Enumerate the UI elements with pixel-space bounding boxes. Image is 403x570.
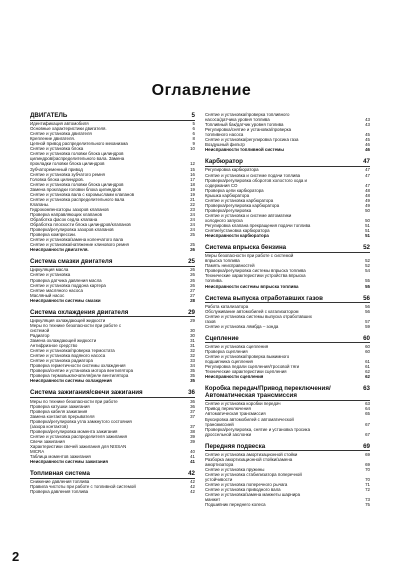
entry-page-number: 16	[190, 171, 195, 177]
entry-page-number: 62	[365, 374, 370, 380]
entry-title: Проверка/регулировка угла замкнутого состояния	[30, 418, 132, 424]
entry-page-number: 57	[365, 318, 370, 324]
entry-title: Работа катализатора	[205, 303, 249, 309]
entry-title: Буксировка автомобилей с автоматической	[205, 416, 294, 422]
entry-page-number: 30	[190, 332, 195, 338]
entry-title: Снятие и установка зубчатого ремня	[30, 171, 105, 177]
entry-title: трансмиссией	[205, 421, 234, 427]
toc-section-heading	[30, 470, 195, 479]
entry-page-number: 35	[190, 378, 195, 384]
entry-title: подшипника сцепления	[205, 359, 253, 365]
entry-page-number: 25	[190, 242, 195, 248]
entry-title: Снятие и установка стабилизатора поперечной	[205, 472, 302, 477]
section-title: Система впрыска бензина	[205, 244, 287, 252]
entry-title: Проверка термовыключателя/реле вентилятора	[30, 373, 129, 379]
entry-title: Снятие и установка/замена манжеты шарнира	[205, 492, 301, 498]
toc-entry	[30, 247, 195, 252]
entry-page-number: 32	[190, 348, 195, 354]
entry-page-number: 24	[190, 222, 195, 228]
entry-title: Обработка плоскости блока цилиндров/клапанов	[30, 222, 131, 228]
entry-page-number: 52	[365, 263, 370, 269]
entry-title: дроссельной заслонки	[205, 431, 252, 437]
entry-title: Снятие и установка пружины	[205, 466, 265, 472]
entry-page-number: 31	[190, 338, 195, 344]
entry-title: Проверка/регулировка оборотов холостого хода и	[205, 177, 307, 183]
entry-page-number: 69	[365, 451, 370, 457]
entry-title: Снятие и установка/замена коленчатого вала	[30, 237, 124, 243]
entry-title: Проверка/регулировка зазоров клапанов	[30, 227, 114, 233]
entry-page-number: 43	[365, 117, 370, 123]
section-title: ДВИГАТЕЛЬ	[30, 112, 68, 119]
entry-page-number: 51	[365, 228, 370, 234]
entry-title: Снятие и установка карбюратора	[205, 197, 274, 203]
entry-title: Снятие и установка/проверка топливного	[205, 112, 290, 117]
entry-title: Проверка катушки зажигания	[30, 403, 90, 409]
entry-page-number: 5	[192, 121, 195, 127]
entry-title: содержания СО	[205, 182, 238, 188]
entry-title: Снятие и установка блока	[30, 146, 84, 152]
entry-page-number: 48	[365, 187, 370, 193]
entry-title: топлива.	[205, 278, 223, 284]
entry-page-number: 42	[190, 479, 195, 485]
entry-page-number: 17	[190, 176, 195, 182]
entry-title: Воздушный фильтр	[205, 142, 245, 148]
toc-entry	[205, 432, 370, 437]
entry-title: (зазора контактов)	[30, 423, 68, 429]
entry-page-number: 51	[365, 233, 370, 239]
toc-section	[30, 470, 195, 494]
entry-title: Неисправности системы зажигания	[30, 459, 108, 465]
entry-page-number: 63	[365, 401, 370, 407]
toc-section-heading	[30, 389, 195, 398]
entry-page-number: 6	[192, 126, 195, 132]
entry-title: Неисправности системы впрыска топлива	[205, 283, 299, 289]
entry-page-number: 41	[190, 459, 195, 465]
entry-title: Головка блока цилиндров.	[30, 176, 84, 182]
entry-title: Циркуляция масла	[30, 267, 69, 273]
entry-title: Снятие и установка поддона картера	[30, 282, 106, 288]
entry-page-number: 24	[190, 216, 195, 222]
section-title: Система зажигания/свечи зажигания	[30, 389, 143, 397]
entry-page-number: 6	[192, 131, 195, 137]
entry-page-number: 52	[365, 258, 370, 264]
entry-title: Неисправности системы смазки	[30, 297, 101, 303]
entry-page-number: 55	[365, 283, 370, 289]
toc-section	[205, 335, 370, 379]
entry-title: Масляный насос	[30, 292, 65, 298]
entry-title: MICRA	[30, 449, 45, 454]
entry-title: Снятие и установка	[30, 272, 71, 278]
section-page-number: 60	[363, 334, 370, 342]
entry-title: Снятие и установка головки блока цилиндров	[30, 181, 124, 187]
entry-title: Проверка/регулировка момента зажигания	[30, 428, 118, 434]
entry-page-number: 26	[190, 267, 195, 273]
entry-page-number: 42	[190, 489, 195, 495]
entry-title: Снятие и установка амортизационной стойки	[205, 451, 298, 457]
entry-page-number: 47	[365, 172, 370, 178]
entry-title: прокладки головки блока цилиндров	[30, 161, 105, 167]
entry-page-number: 67	[365, 431, 370, 437]
toc-section-heading	[205, 244, 370, 253]
entry-title: Снятие и установка и системе автоматики	[205, 212, 292, 218]
entry-title: Снятие и установка сцепления	[205, 343, 269, 349]
toc-section-heading	[30, 258, 195, 267]
entry-title: Проверка давления топлива	[30, 489, 89, 495]
entry-page-number: 67	[365, 421, 370, 427]
toc-section-heading	[205, 295, 370, 304]
entry-page-number: 37	[190, 423, 195, 429]
entry-title: Подшипник переднего колеса	[205, 502, 266, 508]
entry-page-number: 65	[365, 411, 370, 417]
entry-title: Таблица моментов зажигания	[30, 454, 91, 460]
entry-title: Снятие и установка/проверка термостата	[30, 348, 115, 354]
entry-page-number: 75	[365, 502, 370, 508]
entry-page-number: 28	[190, 297, 195, 303]
section-page-number: 63	[363, 385, 370, 393]
entry-title: Снятие и установка приводного вала	[205, 487, 281, 493]
section-title: Карбюратор	[205, 158, 243, 166]
entry-page-number: 60	[365, 343, 370, 349]
entry-title: Технические характеристики устройства впрыска	[205, 273, 306, 279]
toc-entry	[30, 298, 195, 303]
toc-section	[30, 389, 195, 464]
section-page-number: 42	[188, 470, 195, 478]
entry-title: Правила чистоты при работе с топливной системой	[30, 484, 136, 490]
entry-page-number: 23	[190, 206, 195, 212]
entry-title: Технические характеристики сцепления	[205, 369, 287, 375]
entry-page-number: 62	[365, 369, 370, 375]
entry-title: Проверка направляющих клапанов	[30, 211, 102, 217]
toc-section-heading	[30, 112, 195, 121]
toc-section	[30, 112, 195, 252]
entry-title: топливного насоса	[205, 132, 244, 138]
entry-title: Снятие и установка радиатора	[30, 358, 93, 364]
entry-title: Разборка амортизационной стойки/замена	[205, 456, 293, 462]
entry-page-number: 51	[365, 222, 370, 228]
entry-page-number: 36	[190, 398, 195, 404]
entry-page-number: 45	[365, 132, 370, 138]
entry-title: Снятие и установка двигателя	[30, 131, 92, 137]
entry-title: Снятие и установка распределительного вала	[30, 196, 125, 202]
entry-title: впрыска топлива	[205, 258, 240, 264]
entry-title: Память неисправностей	[205, 263, 255, 269]
entry-title: Проверка цепи карбюратора	[205, 187, 264, 193]
toc-section	[205, 244, 370, 288]
section-page-number: 36	[188, 389, 195, 397]
entry-page-number: 19	[190, 191, 195, 197]
entry-title: Снятие и установка водяного насоса	[30, 353, 106, 359]
toc-section	[205, 443, 370, 508]
entry-title: газов	[205, 318, 216, 324]
entry-title: Радиатор	[30, 332, 50, 338]
entry-title: Проверка сцепления	[205, 349, 248, 355]
section-page-number: 25	[188, 258, 195, 266]
entry-title: Снятие и установка/проверка выжимного	[205, 354, 290, 360]
entry-page-number: 49	[365, 197, 370, 203]
entry-page-number: 72	[365, 487, 370, 493]
entry-page-number: 49	[365, 202, 370, 208]
toc-section-heading	[205, 158, 370, 167]
entry-page-number: 33	[190, 358, 195, 364]
toc-section	[205, 158, 370, 238]
entry-page-number: 54	[365, 268, 370, 274]
section-title: Передняя подвеска	[205, 442, 266, 450]
entry-title: Проверка/регулировка, снятие и установка тросика	[205, 426, 311, 432]
entry-title: Крышка карбюратора	[205, 192, 250, 198]
entry-page-number: 27	[190, 287, 195, 293]
entry-page-number: 15	[190, 166, 195, 172]
entry-page-number: 38	[190, 428, 195, 434]
entry-title: Проверка датчика давления масла	[30, 277, 102, 283]
entry-page-number: 69	[365, 461, 370, 467]
entry-title: Снятие и установка вала с коромыслами клапанов	[30, 191, 135, 197]
entry-title: Неисправности системы охлаждения	[30, 378, 112, 384]
entry-title: Регулировка карбюратора	[205, 167, 259, 173]
entry-title: Меры по технике безопасности при работе	[30, 398, 118, 404]
entry-title: Автоматическая трансмиссия	[205, 411, 266, 417]
entry-title: Неисправности сцепления	[205, 374, 264, 380]
entry-title: Регулировка педали сцепления/тросовой тяги	[205, 364, 300, 370]
entry-page-number: 29	[190, 317, 195, 323]
entry-page-number: 43	[365, 122, 370, 128]
entry-title: Снятие и установка/натяжение клинового ремня	[30, 242, 129, 248]
toc-entry	[30, 489, 195, 494]
entry-title: Основные характеристики двигателя.	[30, 126, 107, 132]
entry-title: Привод переключения	[205, 406, 251, 412]
toc-section	[205, 112, 370, 152]
section-title: Топливная система	[30, 470, 90, 478]
entry-page-number: 25	[190, 232, 195, 238]
toc-section-heading	[205, 443, 370, 452]
entry-title: Клапаны.	[30, 201, 50, 207]
entry-title: системой	[30, 327, 50, 333]
entry-page-number: 50	[365, 207, 370, 213]
entry-title: Проверка/регулировка	[205, 207, 252, 213]
entry-page-number: 42	[190, 484, 195, 490]
entry-title: Гидрокомпенсаторы зазоров клапанов	[30, 206, 109, 212]
entry-page-number: 26	[190, 282, 195, 288]
toc-section-heading	[30, 309, 195, 318]
entry-page-number: 48	[365, 192, 370, 198]
entry-page-number: 61	[365, 359, 370, 365]
entry-title: Обслуживание автомобилей с катализатором	[205, 308, 299, 314]
entry-page-number: 19	[190, 186, 195, 192]
entry-page-number: 56	[365, 303, 370, 309]
entry-page-number: 27	[190, 292, 195, 298]
entry-page-number: 59	[365, 323, 370, 329]
toc-entry	[205, 374, 370, 379]
page-number: 2	[12, 549, 20, 564]
entry-page-number: 60	[365, 349, 370, 355]
entry-title: Неисправности топливной системы	[205, 147, 284, 153]
entry-title: Снятие и установка системы выпуска отработавших	[205, 313, 312, 319]
entry-title: Неисправности двигателя.	[30, 247, 89, 253]
section-page-number: 29	[188, 308, 195, 316]
entry-title: холодного запуска	[205, 217, 243, 223]
entry-page-number: 45	[365, 137, 370, 143]
toc-entry	[205, 233, 370, 238]
section-title: Система выпуска отработавших газов	[205, 294, 323, 302]
entry-page-number: 64	[365, 406, 370, 412]
entry-page-number: 70	[365, 477, 370, 483]
entry-title: Замена охлаждающей жидкости	[30, 338, 97, 344]
entry-title: Снятие и установка/регулировка тросика газа	[205, 137, 299, 143]
entry-page-number: 37	[190, 413, 195, 419]
entry-page-number: 12	[190, 161, 195, 167]
entry-page-number: 46	[365, 147, 370, 153]
entry-title: Меры безопасности при работе с системой	[205, 253, 294, 259]
entry-title: Проверка компрессии.	[30, 232, 77, 238]
entry-title: Замена прокладки головки блока цилиндров	[30, 186, 122, 192]
entry-title: Проверка/снятие и установка мотора вентилятора	[30, 368, 134, 374]
toc-section	[205, 385, 370, 436]
entry-title: Регулировка/снятие и установка/проверка	[205, 127, 292, 133]
entry-title: Крепление двигателя.	[30, 136, 75, 142]
entry-title: Циркуляция охлаждающей жидкости	[30, 317, 106, 323]
section-title: Система охлаждения двигателя	[30, 308, 129, 316]
entry-title: Меры по технике безопасности при работе с	[30, 322, 122, 328]
entry-page-number: 34	[190, 363, 195, 369]
toc-section	[30, 309, 195, 384]
entry-page-number: 8	[192, 136, 195, 142]
entry-title: Обработка фасок седла клапана	[30, 216, 98, 222]
toc-entry	[205, 284, 370, 289]
entry-page-number: 30	[190, 327, 195, 333]
entry-title: Проверка герметичности системы охлаждения	[30, 363, 126, 369]
entry-title: Зубчатоременный привод	[30, 166, 83, 172]
entry-page-number: 24	[190, 227, 195, 233]
entry-page-number: 22	[190, 201, 195, 207]
entry-page-number: 47	[365, 167, 370, 173]
entry-page-number: 47	[365, 182, 370, 188]
entry-title: насоса/датчика уровня топлива	[205, 117, 270, 123]
entry-page-number: 35	[190, 373, 195, 379]
entry-page-number: 50	[365, 217, 370, 223]
entry-title: Регулировка клапана прекращения подачи топлива	[205, 222, 311, 228]
section-title: Коробка передач/Привод переключения/Автоматическая трансмиссия	[205, 385, 331, 400]
toc-entry	[205, 502, 370, 507]
entry-title: манжет	[205, 497, 221, 503]
entry-title: Идентификация автомобиля	[30, 121, 89, 127]
entry-title: Замена контактов прерывателя	[30, 413, 95, 419]
entry-title: Снятие масляного насоса	[30, 287, 83, 293]
entry-page-number: 61	[365, 364, 370, 370]
toc-section	[30, 258, 195, 302]
entry-page-number: 56	[365, 308, 370, 314]
section-page-number: 52	[363, 244, 370, 252]
entry-title: Свечи зажигания	[30, 438, 65, 444]
section-page-number: 5	[191, 112, 195, 119]
entry-page-number: 26	[190, 272, 195, 278]
section-title: Система смазки двигателя	[30, 258, 113, 266]
entry-title: Снятие и установка и системе подачи топлива	[205, 172, 301, 178]
entry-page-number: 70	[365, 466, 370, 472]
section-title: Сцепление	[205, 334, 239, 342]
entry-title: Топливный бак/датчик уровня топлива	[205, 122, 284, 128]
toc-section	[205, 295, 370, 329]
entry-page-number: 9	[192, 141, 195, 147]
entry-page-number: 41	[190, 454, 195, 460]
entry-page-number: 39	[190, 433, 195, 439]
entry-page-number: 40	[190, 449, 195, 454]
entry-title: устойчивости	[205, 477, 233, 483]
toc-section-heading	[205, 335, 370, 344]
entry-page-number: 10	[190, 146, 195, 152]
toc-column-right	[205, 112, 370, 513]
entry-page-number: 26	[190, 277, 195, 283]
entry-title: Неисправности карбюратора	[205, 233, 269, 239]
page-title: Оглавление	[151, 82, 252, 99]
entry-title: Снятие и установка коробки передач	[205, 401, 281, 407]
entry-page-number: 46	[365, 142, 370, 148]
entry-page-number: 24	[190, 211, 195, 217]
entry-page-number: 71	[365, 482, 370, 488]
entry-title: цилиндров/распределительного вала. Замена	[30, 156, 125, 162]
entry-title: Снятие и установка лямбда – зонда	[205, 323, 279, 329]
toc-entry	[205, 324, 370, 329]
entry-title: амортизатора	[205, 461, 234, 467]
entry-title: Характеристики свечей зажигания для NISSAN	[30, 443, 127, 449]
entry-page-number: 35	[190, 368, 195, 374]
entry-page-number: 73	[365, 497, 370, 503]
entry-page-number: 55	[365, 278, 370, 284]
entry-title: Проверка/регулировка карбюратора	[205, 202, 280, 208]
toc-section-heading	[205, 385, 370, 401]
entry-title: Проверка/регулировка системы впрыска топлива	[205, 268, 306, 274]
section-page-number: 47	[363, 158, 370, 166]
entry-title: Снятие/установка карбюратора	[205, 228, 270, 234]
entry-page-number: 32	[190, 353, 195, 359]
entry-title: Снятие и установка головки блока цилиндров	[30, 151, 124, 157]
entry-page-number: 21	[190, 196, 195, 202]
entry-page-number: 31	[190, 343, 195, 349]
entry-title: Снятие и установка распределителя зажигания	[30, 433, 127, 439]
toc-column-left	[30, 112, 195, 500]
entry-title: Антифризное средство	[30, 343, 78, 349]
toc-entry	[30, 378, 195, 383]
entry-title: Проверка кабеля зажигания	[30, 408, 88, 414]
toc-entry	[30, 459, 195, 464]
section-page-number: 56	[363, 294, 370, 302]
entry-page-number: 18	[190, 181, 195, 187]
entry-page-number: 26	[190, 247, 195, 253]
entry-page-number: 37	[190, 408, 195, 414]
section-page-number: 69	[363, 442, 370, 450]
entry-title: Снижение давления топлива	[30, 479, 90, 485]
entry-page-number: 39	[190, 438, 195, 444]
entry-page-number: 36	[190, 403, 195, 409]
toc-entry	[205, 147, 370, 152]
entry-title: Снятие и установка поперечного рычага	[205, 482, 288, 488]
entry-title: Цепной привод распределительного механизма	[30, 141, 128, 147]
